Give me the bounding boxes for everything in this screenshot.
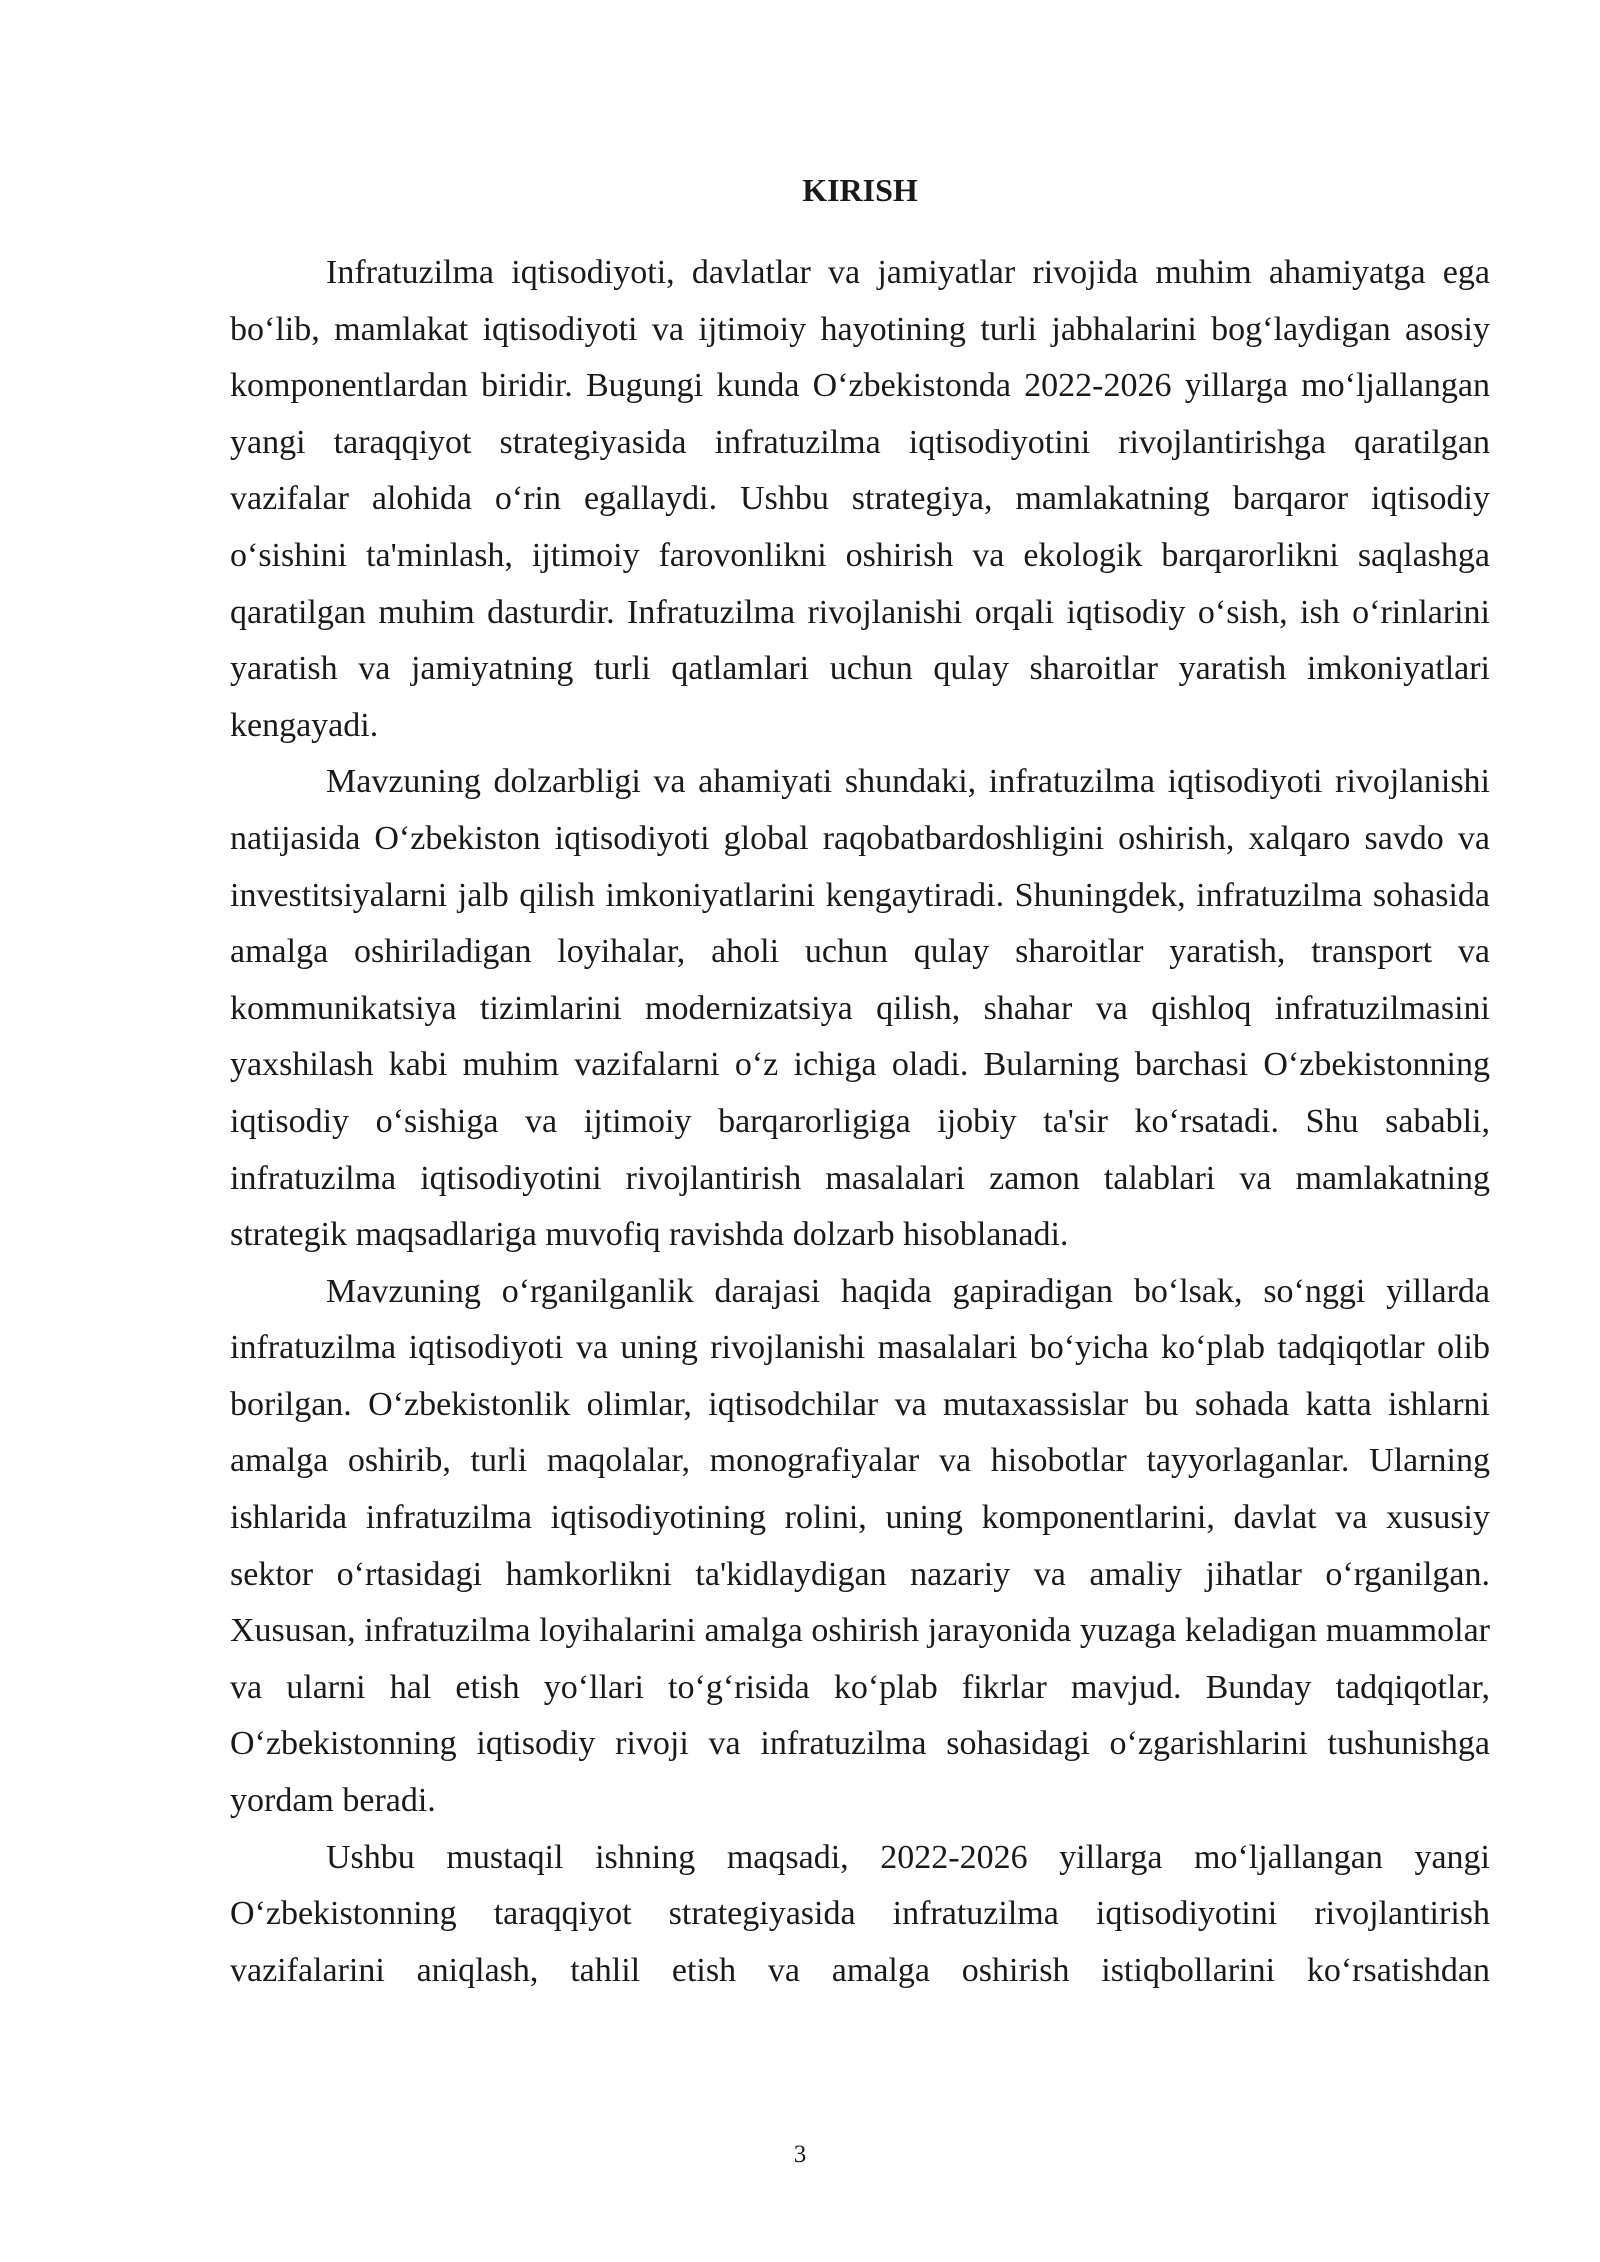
paragraph-goal: Ushbu mustaqil ishning maqsadi, 2022-2026 yillarga mo‘ljallangan yangi O‘zbekistonning taraqqiyot strategiyasida infratuzilma iqtisodiyotini rivojlantirish vazifalarini aniqlash, tahlil etish va amalga oshirish istiqbollarini ko‘rsatishdan [230,1838,1490,1989]
paragraph-introduction: Infratuzilma iqtisodiyoti, davlatlar va jamiyatlar rivojida muhim ahamiyatga ega bo‘lib, mamlakat iqtisodiyoti va ijtimoiy hayotining turli jabhalarini bog‘laydigan asosiy komponentlardan biridir. Bugungi kunda O‘zbekistonda 2022-2026 yillarga mo‘ljallangan yangi taraqqiyot strategiyasida infratuzilma iqtisodiyotini rivojlantirishga qaratilgan vazifalar alohida o‘rin egallaydi. Ushbu strategiya, mamlakatning barqaror iqtisodiy o‘sishini ta'minlash, ijtimoiy farovonlikni oshirish va ekologik barqarorlikni saqlashga qaratilgan muhim dasturdir. Infratuzilma rivojlanishi orqali iqtisodiy o‘sish, ish o‘rinlarini yaratish va jamiyatning turli qatlamlari uchun qulay sharoitlar yaratish imkoniyatlari kengayadi. [230,254,1490,744]
paragraph-research-status: Mavzuning o‘rganilganlik darajasi haqida gapiradigan bo‘lsak, so‘nggi yillarda infratuzilma iqtisodiyoti va uning rivojlanishi masalalari bo‘yicha ko‘plab tadqiqotlar olib borilgan. O‘zbekistonlik olimlar, iqtisodchilar va mutaxassislar bu sohada katta ishlarni amalga oshirib, turli maqolalar, monografiyalar va hisobotlar tayyorlaganlar. Ularning ishlarida infratuzilma iqtisodiyotining rolini, uning komponentlarini, davlat va xususiy sektor o‘rtasidagi hamkorlikni ta'kidlaydigan nazariy va amaliy jihatlar o‘rganilgan. Xususan, infratuzilma loyihalarini amalga oshirish jarayonida yuzaga keladigan muammolar va ularni hal etish yo‘llari to‘g‘risida ko‘plab fikrlar mavjud. Bunday tadqiqotlar, O‘zbekistonning iqtisodiy rivoji va infratuzilma sohasidagi o‘zgarishlarini tushunishga yordam beradi. [230,1272,1490,1820]
page-number: 3 [793,2141,807,2168]
paragraph-relevance: Mavzuning dolzarbligi va ahamiyati shundaki, infratuzilma iqtisodiyoti rivojlanishi natijasida O‘zbekiston iqtisodiyoti global raqobatbardoshligini oshirish, xalqaro savdo va investitsiyalarni jalb qilish imkoniyatlarini kengaytiradi. Shuningdek, infratuzilma sohasida amalga oshiriladigan loyihalar, aholi uchun qulay sharoitlar yaratish, transport va kommunikatsiya tizimlarini modernizatsiya qilish, shahar va qishloq infratuzilmasini yaxshilash kabi muhim vazifalarni o‘z ichiga oladi. Bularning barchasi O‘zbekistonning iqtisodiy o‘sishiga va ijtimoiy barqarorligiga ijobiy ta'sir ko‘rsatadi. Shu sababli, infratuzilma iqtisodiyotini rivojlantirish masalalari zamon talablari va mamlakatning strategik maqsadlariga muvofiq ravishda dolzarb hisoblanadi. [230,763,1490,1254]
section-title: KIRISH [802,172,918,208]
body-text [230,245,1490,1999]
